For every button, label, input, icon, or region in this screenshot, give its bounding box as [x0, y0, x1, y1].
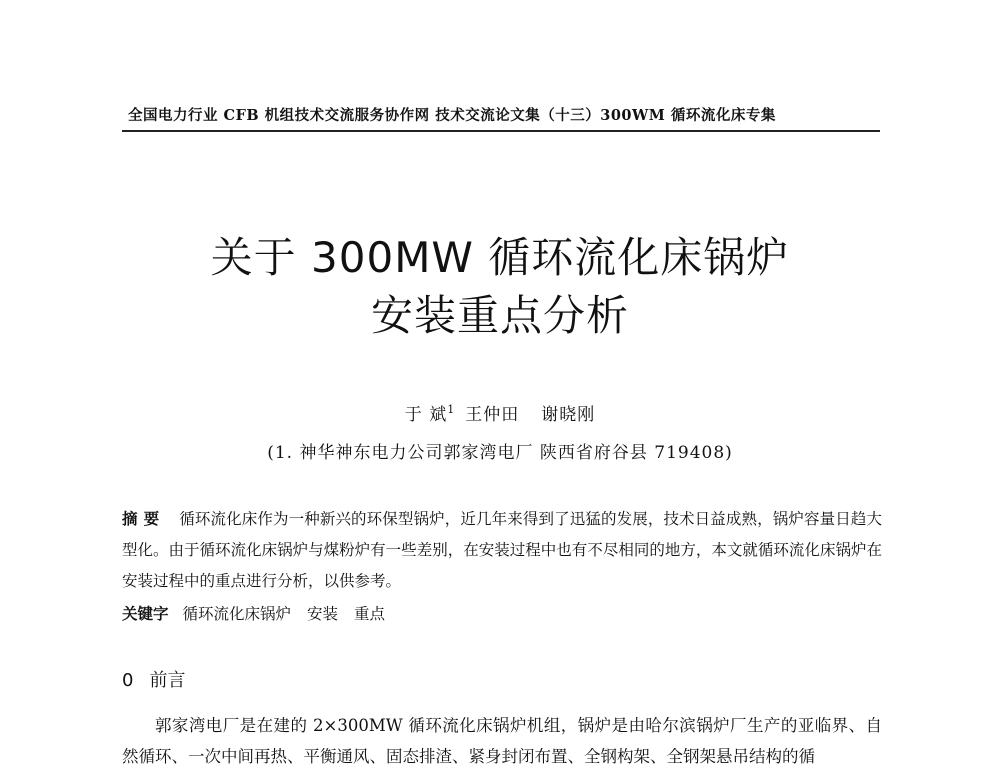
- author-name: 谢晓刚: [541, 405, 596, 425]
- body-paragraph: 郭家湾电厂是在建的 2×300MW 循环流化床锅炉机组，锅炉是由哈尔滨锅炉厂生产的亚临界、自然循环、一次中间再热、平衡通风、固态排渣、紧身封闭布置、全钢构架、全钢架悬吊结构的循: [122, 716, 882, 766]
- keywords-label: 关键字: [122, 605, 169, 623]
- author-name: 于 斌: [404, 405, 448, 425]
- author-affiliation-mark: 1: [447, 403, 456, 417]
- abstract-label: 摘要: [122, 510, 166, 528]
- title-line-2: 安装重点分析: [370, 291, 629, 340]
- keyword: 循环流化床锅炉: [182, 605, 292, 623]
- keywords: [122, 600, 882, 628]
- affiliation: (1. 神华神东电力公司郭家湾电厂 陕西省府谷县 719408): [267, 443, 733, 463]
- header-rule: [122, 130, 880, 132]
- section-heading: [122, 666, 185, 692]
- author-name: 王仲田: [465, 405, 520, 425]
- section-title: 前言: [149, 670, 186, 691]
- running-header: 全国电力行业 CFB 机组技术交流服务协作网 技术交流论文集（十三）300WM 循环流化床专集: [128, 107, 776, 124]
- abstract-text: 循环流化床作为一种新兴的环保型锅炉，近几年来得到了迅猛的发展，技术日益成熟，锅炉容量日趋大型化。由于循环流化床锅炉与煤粉炉有一些差别，在安装过程中也有不尽相同的地方，本文就循环流化床锅炉在安装过程中的重点进行分析，以供参考。: [122, 510, 882, 590]
- section-number: 0: [122, 670, 134, 691]
- authors: [0, 400, 1000, 425]
- keyword: 重点: [354, 605, 386, 623]
- keyword: 安装: [307, 605, 339, 623]
- title-line-1: 关于 300MW 循环流化床锅炉: [210, 233, 790, 282]
- abstract: [122, 504, 882, 597]
